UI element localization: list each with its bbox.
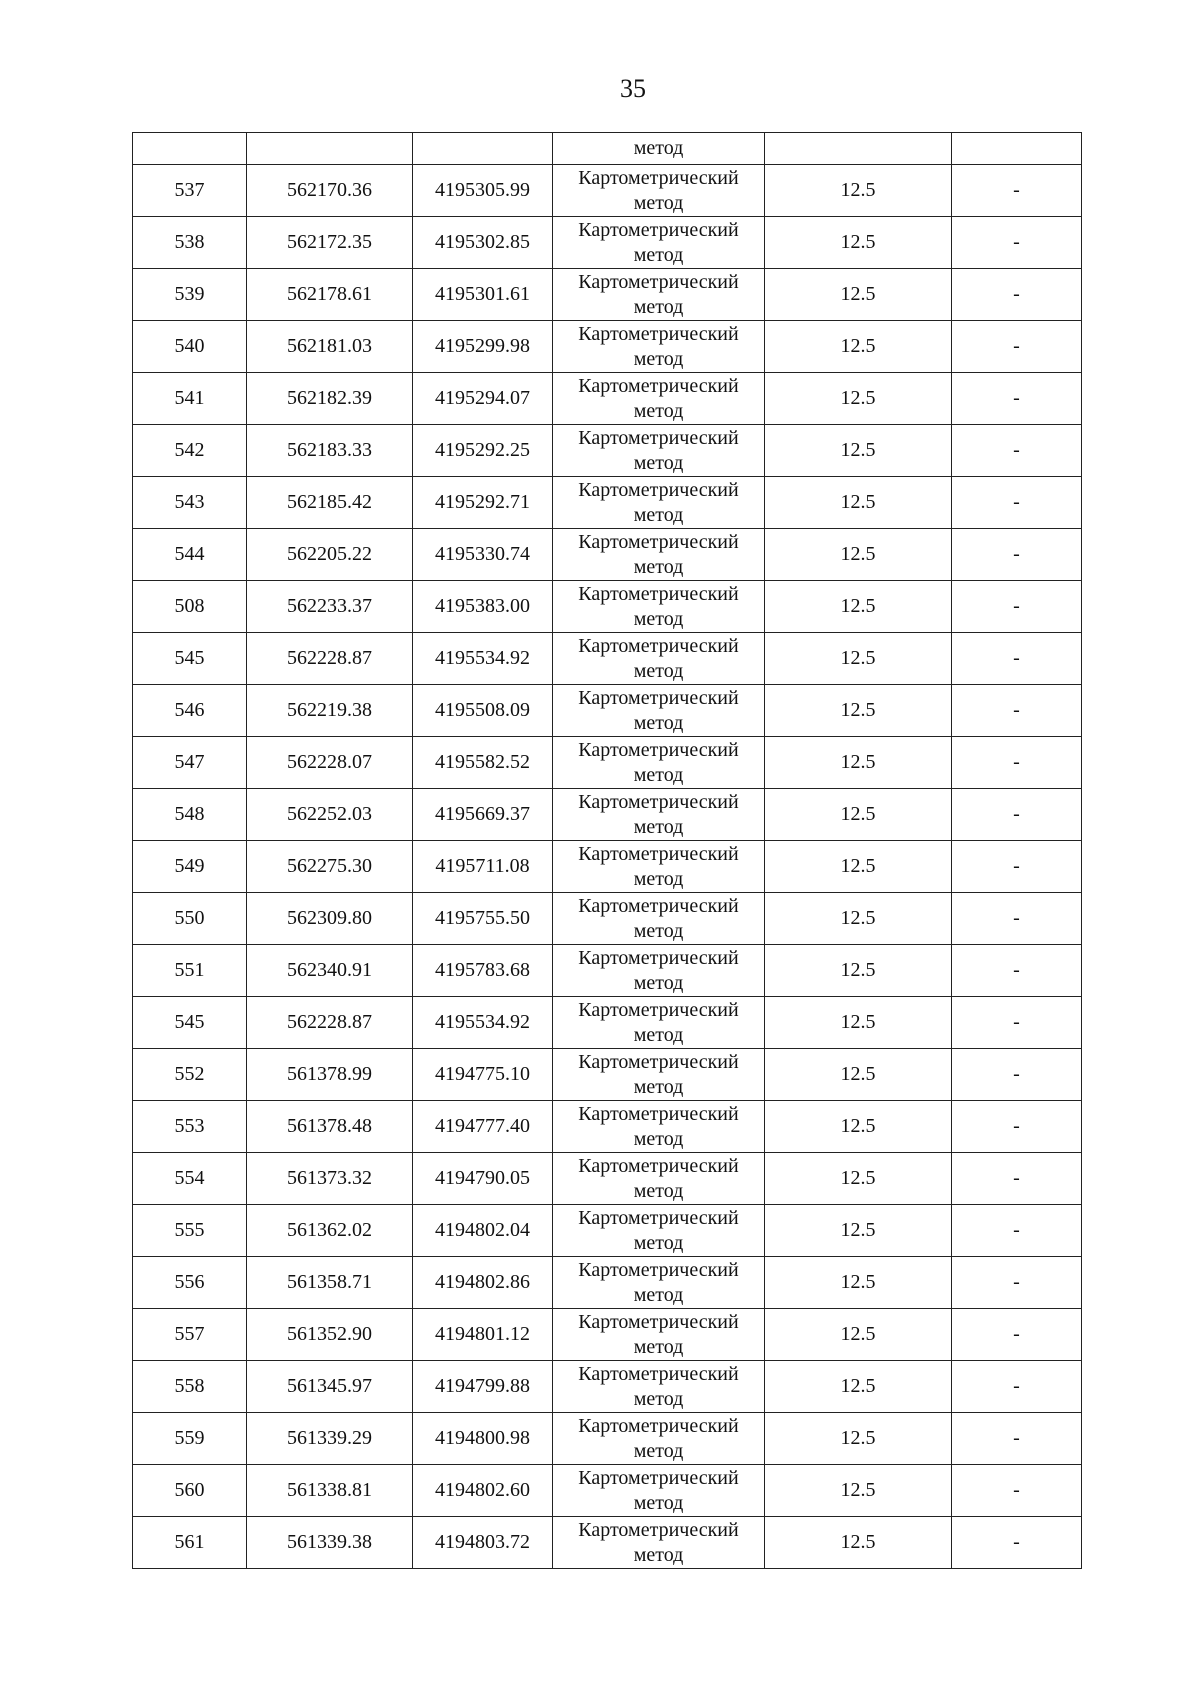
method-line-2: метод (633, 295, 684, 318)
cell-y: 4195302.85 (413, 217, 553, 269)
cell-method (553, 841, 765, 893)
cell-x: 562205.22 (247, 529, 413, 581)
method-line-2: метод (633, 763, 684, 786)
method-line-2: метод (633, 1231, 684, 1254)
method-line-1: Картометрический (578, 894, 739, 917)
cell-method (553, 321, 765, 373)
cell-y: 4195755.50 (413, 893, 553, 945)
cell-note: - (952, 1309, 1082, 1361)
cell-number: 555 (133, 1205, 247, 1257)
method-line-2: метод (633, 815, 684, 838)
method-line-1: Картометрический (578, 634, 739, 657)
cell-note: - (952, 1413, 1082, 1465)
method-line-1: Картометрический (578, 946, 739, 969)
method-line-1: Картометрический (578, 1102, 739, 1125)
method-line-2: метод (633, 1127, 684, 1150)
method-line-2: метод (633, 503, 684, 526)
continuation-row (133, 133, 1082, 165)
cell-method (553, 373, 765, 425)
cell-number: 540 (133, 321, 247, 373)
cell-note: - (952, 373, 1082, 425)
cell-x: 562233.37 (247, 581, 413, 633)
cell-number: 557 (133, 1309, 247, 1361)
table-row (133, 1101, 1082, 1153)
method-line-1: Картометрический (578, 530, 739, 553)
page-number: 35 (620, 74, 646, 103)
table-row (133, 529, 1082, 581)
cell-note: - (952, 1361, 1082, 1413)
cell-y: 4194802.86 (413, 1257, 553, 1309)
cell-number: 548 (133, 789, 247, 841)
cell-number: 544 (133, 529, 247, 581)
cell-x (247, 133, 413, 165)
coordinates-table (132, 132, 1082, 1569)
method-line-1: Картометрический (578, 842, 739, 865)
cell-number: 542 (133, 425, 247, 477)
cell-note: - (952, 997, 1082, 1049)
cell-method (553, 165, 765, 217)
cell-y: 4195508.09 (413, 685, 553, 737)
cell-method (553, 1361, 765, 1413)
cell-note (952, 133, 1082, 165)
method-line-1: Картометрический (578, 374, 739, 397)
table-row (133, 633, 1082, 685)
cell-error: 12.5 (765, 893, 952, 945)
cell-number: 546 (133, 685, 247, 737)
method-line-2: метод (633, 399, 684, 422)
cell-method (553, 893, 765, 945)
cell-method (553, 1205, 765, 1257)
cell-error: 12.5 (765, 581, 952, 633)
table-row (133, 373, 1082, 425)
method-line-2: метод (633, 607, 684, 630)
cell-note: - (952, 165, 1082, 217)
cell-number: 549 (133, 841, 247, 893)
cell-number: 554 (133, 1153, 247, 1205)
cell-number: 543 (133, 477, 247, 529)
method-line-2: метод (633, 191, 684, 214)
cell-y: 4195669.37 (413, 789, 553, 841)
cell-note: - (952, 1257, 1082, 1309)
table-row (133, 1257, 1082, 1309)
cell-note: - (952, 1101, 1082, 1153)
table-row (133, 737, 1082, 789)
cell-y: 4194800.98 (413, 1413, 553, 1465)
cell-x: 561339.38 (247, 1517, 413, 1569)
cell-y (413, 133, 553, 165)
cell-y: 4194775.10 (413, 1049, 553, 1101)
method-line-1: Картометрический (578, 426, 739, 449)
table-body (133, 133, 1082, 1569)
method-line-2: метод (633, 659, 684, 682)
cell-y: 4195294.07 (413, 373, 553, 425)
cell-note: - (952, 685, 1082, 737)
cell-error: 12.5 (765, 737, 952, 789)
cell-method (553, 477, 765, 529)
table-row (133, 581, 1082, 633)
cell-method (553, 425, 765, 477)
cell-x: 562181.03 (247, 321, 413, 373)
cell-method (553, 685, 765, 737)
cell-x: 561345.97 (247, 1361, 413, 1413)
table-row (133, 217, 1082, 269)
cell-error: 12.5 (765, 269, 952, 321)
cell-y: 4195305.99 (413, 165, 553, 217)
method-line-2: метод (633, 243, 684, 266)
cell-method (553, 529, 765, 581)
cell-error: 12.5 (765, 217, 952, 269)
cell-note: - (952, 893, 1082, 945)
cell-method (553, 1465, 765, 1517)
cell-note: - (952, 1205, 1082, 1257)
method-line-1: Картометрический (578, 166, 739, 189)
method-line-2: метод (633, 1075, 684, 1098)
method-line-1: Картометрический (578, 322, 739, 345)
cell-note: - (952, 1517, 1082, 1569)
cell-x: 561362.02 (247, 1205, 413, 1257)
method-line-2: метод (633, 1543, 684, 1566)
cell-error: 12.5 (765, 1465, 952, 1517)
method-line-1: Картометрический (578, 738, 739, 761)
method-line-1: Картометрический (578, 218, 739, 241)
cell-x: 562228.87 (247, 633, 413, 685)
table-row (133, 685, 1082, 737)
table-row (133, 1465, 1082, 1517)
table-row (133, 1309, 1082, 1361)
cell-method (553, 581, 765, 633)
cell-number: 553 (133, 1101, 247, 1153)
method-line-2: метод (633, 347, 684, 370)
table-row (133, 1049, 1082, 1101)
cell-error: 12.5 (765, 633, 952, 685)
method-line-2: метод (633, 1283, 684, 1306)
cell-number: 551 (133, 945, 247, 997)
table-row (133, 1205, 1082, 1257)
cell-method (553, 1101, 765, 1153)
cell-error: 12.5 (765, 477, 952, 529)
cell-x: 562183.33 (247, 425, 413, 477)
table-row (133, 1361, 1082, 1413)
cell-error: 12.5 (765, 945, 952, 997)
cell-error: 12.5 (765, 1361, 952, 1413)
cell-y: 4195301.61 (413, 269, 553, 321)
method-line-2: метод (633, 919, 684, 942)
table-row (133, 269, 1082, 321)
cell-y: 4194777.40 (413, 1101, 553, 1153)
cell-error (765, 133, 952, 165)
cell-y: 4195534.92 (413, 633, 553, 685)
cell-note: - (952, 1153, 1082, 1205)
cell-error: 12.5 (765, 321, 952, 373)
cell-error: 12.5 (765, 425, 952, 477)
table-row (133, 789, 1082, 841)
cell-error: 12.5 (765, 685, 952, 737)
cell-note: - (952, 581, 1082, 633)
table-row (133, 1517, 1082, 1569)
method-line-1: Картометрический (578, 1466, 739, 1489)
cell-note: - (952, 945, 1082, 997)
method-line-1: Картометрический (578, 1310, 739, 1333)
method-line-2: метод (633, 1335, 684, 1358)
cell-number: 545 (133, 997, 247, 1049)
cell-method: метод (553, 133, 765, 165)
method-line-1: Картометрический (578, 1258, 739, 1281)
cell-method (553, 945, 765, 997)
cell-method (553, 997, 765, 1049)
method-line-1: Картометрический (578, 1362, 739, 1385)
method-line-1: Картометрический (578, 478, 739, 501)
cell-error: 12.5 (765, 1517, 952, 1569)
cell-method (553, 217, 765, 269)
cell-note: - (952, 477, 1082, 529)
cell-x: 562172.35 (247, 217, 413, 269)
cell-x: 562182.39 (247, 373, 413, 425)
method-line-2: метод (633, 555, 684, 578)
cell-x: 562252.03 (247, 789, 413, 841)
cell-x: 561378.48 (247, 1101, 413, 1153)
cell-y: 4194799.88 (413, 1361, 553, 1413)
cell-number: 556 (133, 1257, 247, 1309)
cell-error: 12.5 (765, 1205, 952, 1257)
table-row (133, 997, 1082, 1049)
method-line-1: Картометрический (578, 686, 739, 709)
method-line-1: Картометрический (578, 1154, 739, 1177)
table-row (133, 477, 1082, 529)
method-line-1: Картометрический (578, 1414, 739, 1437)
cell-x: 561358.71 (247, 1257, 413, 1309)
method-line-1: Картометрический (578, 582, 739, 605)
cell-number: 545 (133, 633, 247, 685)
cell-y: 4195383.00 (413, 581, 553, 633)
cell-y: 4194802.60 (413, 1465, 553, 1517)
method-line-2: метод (633, 1179, 684, 1202)
table-row (133, 165, 1082, 217)
method-line-2: метод (633, 971, 684, 994)
cell-note: - (952, 633, 1082, 685)
cell-note: - (952, 269, 1082, 321)
cell-x: 561378.99 (247, 1049, 413, 1101)
cell-note: - (952, 1049, 1082, 1101)
cell-number: 541 (133, 373, 247, 425)
cell-number: 550 (133, 893, 247, 945)
table-row (133, 1413, 1082, 1465)
cell-number: 558 (133, 1361, 247, 1413)
cell-x: 562275.30 (247, 841, 413, 893)
cell-method (553, 1309, 765, 1361)
cell-error: 12.5 (765, 529, 952, 581)
cell-x: 561373.32 (247, 1153, 413, 1205)
cell-method (553, 1257, 765, 1309)
cell-method (553, 1049, 765, 1101)
method-line-1: Картометрический (578, 270, 739, 293)
cell-number: 561 (133, 1517, 247, 1569)
cell-x: 562228.07 (247, 737, 413, 789)
cell-note: - (952, 789, 1082, 841)
cell-x: 562178.61 (247, 269, 413, 321)
cell-x: 562185.42 (247, 477, 413, 529)
method-line-1: Картометрический (578, 998, 739, 1021)
cell-error: 12.5 (765, 789, 952, 841)
cell-method (553, 737, 765, 789)
cell-x: 562170.36 (247, 165, 413, 217)
cell-y: 4194801.12 (413, 1309, 553, 1361)
cell-number (133, 133, 247, 165)
cell-y: 4195292.71 (413, 477, 553, 529)
method-line-1: Картометрический (578, 1518, 739, 1541)
table-row (133, 893, 1082, 945)
cell-error: 12.5 (765, 1049, 952, 1101)
cell-error: 12.5 (765, 1153, 952, 1205)
cell-error: 12.5 (765, 373, 952, 425)
method-line-1: Картометрический (578, 1206, 739, 1229)
cell-method (553, 1413, 765, 1465)
cell-error: 12.5 (765, 165, 952, 217)
cell-error: 12.5 (765, 997, 952, 1049)
cell-note: - (952, 321, 1082, 373)
cell-error: 12.5 (765, 841, 952, 893)
cell-error: 12.5 (765, 1257, 952, 1309)
cell-error: 12.5 (765, 1413, 952, 1465)
cell-note: - (952, 737, 1082, 789)
cell-x: 561352.90 (247, 1309, 413, 1361)
cell-method (553, 1517, 765, 1569)
cell-note: - (952, 425, 1082, 477)
cell-x: 562340.91 (247, 945, 413, 997)
method-line-2: метод (633, 867, 684, 890)
table-row (133, 425, 1082, 477)
cell-number: 559 (133, 1413, 247, 1465)
cell-note: - (952, 529, 1082, 581)
cell-method (553, 789, 765, 841)
cell-error: 12.5 (765, 1309, 952, 1361)
table-row (133, 945, 1082, 997)
method-line-2: метод (633, 451, 684, 474)
cell-y: 4195582.52 (413, 737, 553, 789)
cell-number: 560 (133, 1465, 247, 1517)
cell-y: 4195330.74 (413, 529, 553, 581)
method-line-2: метод (633, 1439, 684, 1462)
table-row (133, 321, 1082, 373)
method-line-1: Картометрический (578, 790, 739, 813)
cell-note: - (952, 217, 1082, 269)
cell-x: 562309.80 (247, 893, 413, 945)
method-line-2: метод (633, 1023, 684, 1046)
cell-note: - (952, 1465, 1082, 1517)
method-line-1: Картометрический (578, 1050, 739, 1073)
cell-number: 508 (133, 581, 247, 633)
cell-note: - (952, 841, 1082, 893)
cell-x: 562228.87 (247, 997, 413, 1049)
cell-number: 547 (133, 737, 247, 789)
cell-y: 4194802.04 (413, 1205, 553, 1257)
cell-x: 562219.38 (247, 685, 413, 737)
cell-method (553, 633, 765, 685)
cell-method (553, 1153, 765, 1205)
cell-number: 537 (133, 165, 247, 217)
cell-error: 12.5 (765, 1101, 952, 1153)
cell-number: 552 (133, 1049, 247, 1101)
cell-y: 4195292.25 (413, 425, 553, 477)
cell-y: 4195299.98 (413, 321, 553, 373)
cell-number: 539 (133, 269, 247, 321)
table-row (133, 841, 1082, 893)
cell-number: 538 (133, 217, 247, 269)
cell-y: 4195534.92 (413, 997, 553, 1049)
cell-y: 4194803.72 (413, 1517, 553, 1569)
cell-x: 561338.81 (247, 1465, 413, 1517)
method-line-2: метод (633, 711, 684, 734)
cell-y: 4195783.68 (413, 945, 553, 997)
cell-x: 561339.29 (247, 1413, 413, 1465)
cell-y: 4195711.08 (413, 841, 553, 893)
table-row (133, 1153, 1082, 1205)
cell-y: 4194790.05 (413, 1153, 553, 1205)
method-line-2: метод (633, 1491, 684, 1514)
method-line-2: метод (633, 1387, 684, 1410)
cell-method (553, 269, 765, 321)
